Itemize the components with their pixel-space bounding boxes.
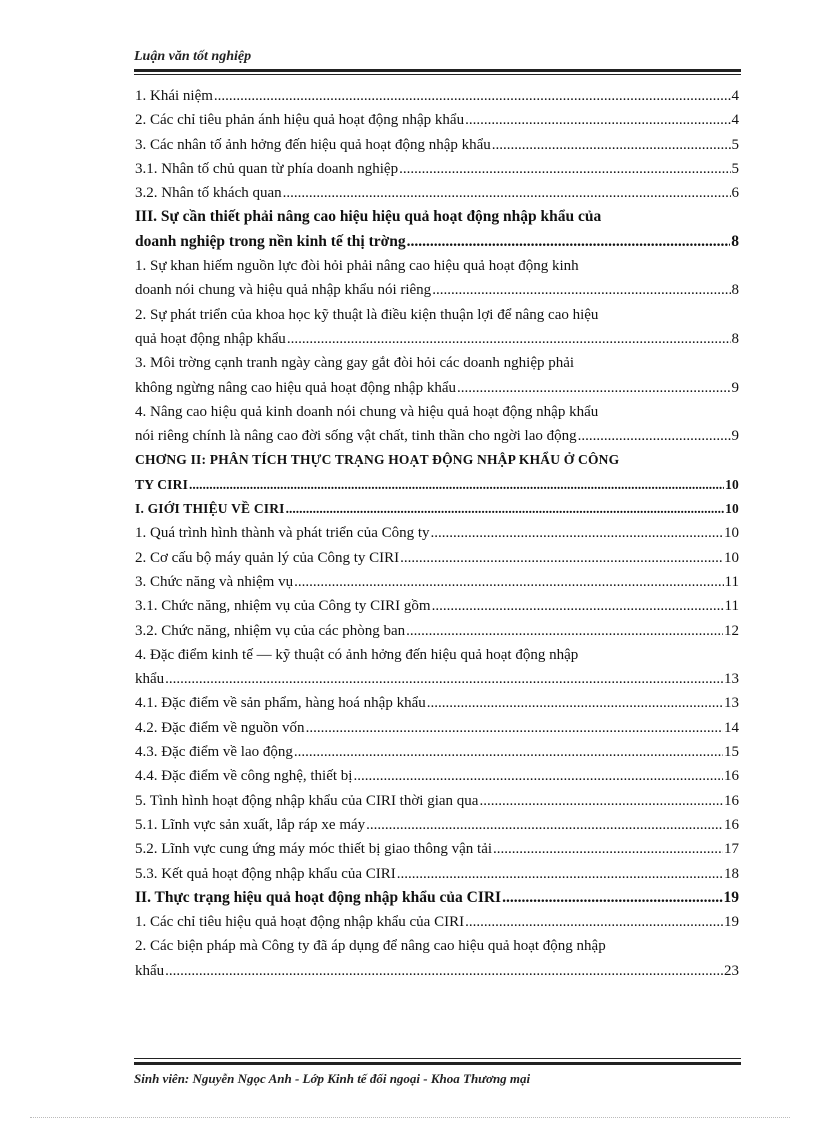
page-number: 4 [731,88,739,104]
dot-leader [283,181,731,205]
toc-entry[interactable]: 3.2. Nhân tố khách quan ..... 6 [135,181,739,205]
dot-leader [457,376,731,400]
toc-entry[interactable]: 1. Khái niệm ..... 4 [135,84,739,108]
dot-leader [214,84,731,108]
dot-leader [578,424,731,448]
toc-entry[interactable]: 4. Đặc điểm kinh tế — kỹ thuật có ảnh hởng đến hiệu quả hoạt động nhập khẩu ..... 13 [135,643,739,692]
footer-rule-thick [134,1062,741,1065]
toc-entry[interactable]: 4.2. Đặc điểm về nguồn vốn ..... 14 [135,716,739,740]
page-number: 10 [725,501,739,517]
dot-leader [366,813,723,837]
toc-entry[interactable]: 3. Các nhân tố ảnh hởng đến hiệu quả hoạt động nhập khẩu ..... 5 [135,133,739,157]
page-number: 19 [724,914,739,931]
toc-entry[interactable]: 5.2. Lĩnh vực cung ứng máy móc thiết bị giao thông vận tải ..... 17 [135,837,739,861]
toc-entry[interactable]: 5.3. Kết quả hoạt động nhập khẩu của CIRI ..... 18 [135,862,739,886]
toc-entry-section[interactable]: III. Sự cần thiết phải nâng cao hiệu hiệu quả hoạt động nhập khẩu của doanh nghiệp trong nền kinh tế thị trờng ..... 8 [135,205,739,254]
dot-leader [294,570,723,594]
toc-entry[interactable]: 2. Cơ cấu bộ máy quản lý của Công ty CIRI ..... 10 [135,546,739,570]
dot-leader [502,886,722,910]
toc-entry[interactable]: 2. Sự phát triển của khoa học kỹ thuật là điều kiện thuận lợi để nâng cao hiệu quả hoạt động nhập khẩu ..... 8 [135,303,739,352]
toc-entry[interactable]: 3. Chức năng và nhiệm vụ ..... 11 [135,570,739,594]
toc-entry[interactable]: 1. Các chỉ tiêu hiệu quả hoạt động nhập khẩu của CIRI ..... 19 [135,910,739,934]
page-number: 8 [731,330,739,347]
toc-entry[interactable]: 4.1. Đặc điểm về sản phẩm, hàng hoá nhập khẩu ..... 13 [135,691,739,715]
page-number: 18 [724,865,739,882]
dot-leader [400,546,723,570]
dot-leader [165,667,723,691]
page-number: 19 [723,888,739,906]
dot-leader [479,789,723,813]
footer-rule-thin [134,1058,741,1059]
dot-leader [286,497,724,521]
page-number: 6 [731,185,739,202]
dot-leader [287,327,731,351]
toc-entry[interactable]: 1. Quá trình hình thành và phát triển của Công ty ..... 10 [135,521,739,545]
dot-leader [493,837,723,861]
dot-leader [397,862,723,886]
dot-leader [432,594,724,618]
toc-entry[interactable]: 2. Các chỉ tiêu phản ánh hiệu quả hoạt động nhập khẩu ..... 4 [135,108,739,132]
page-number: 16 [724,768,739,785]
page-number: 23 [724,962,739,979]
page-number: 8 [731,232,739,250]
toc-entry[interactable]: 2. Các biện pháp mà Công ty đã áp dụng để nâng cao hiệu quả hoạt động nhập khẩu ..... 23 [135,934,739,983]
page-number: 11 [724,573,739,590]
dot-leader [431,521,723,545]
page-number: 12 [724,622,739,639]
dot-leader [427,691,723,715]
dot-leader [465,108,730,132]
page-number: 8 [731,282,739,299]
dot-leader [294,740,723,764]
toc-entry[interactable]: 4. Nâng cao hiệu quả kinh doanh nói chung và hiệu quả hoạt động nhập khẩu nói riêng chính là nâng cao đời sống vật chất, tinh thần cho ngời lao động ..... 9 [135,400,739,449]
page-number: 14 [724,719,739,736]
page-number: 10 [725,476,739,492]
table-of-contents [135,84,739,983]
page-number: 10 [724,549,739,566]
toc-entry[interactable]: 5. Tình hình hoạt động nhập khẩu của CIRI thời gian qua ..... 16 [135,789,739,813]
page-number: 5 [731,136,739,153]
toc-entry[interactable]: 1. Sự khan hiếm nguồn lực đòi hỏi phải nâng cao hiệu quả hoạt động kinh doanh nói chung và hiệu quả nhập khẩu nói riêng ..... 8 [135,254,739,303]
page-number: 11 [724,598,739,615]
dot-leader [399,157,730,181]
toc-entry[interactable]: 4.4. Đặc điểm về công nghệ, thiết bị ..... 16 [135,764,739,788]
toc-entry[interactable]: 3. Môi trờng cạnh tranh ngày càng gay gắt đòi hỏi các doanh nghiệp phải không ngừng nâng cao hiệu quả hoạt động nhập khẩu ..... 9 [135,351,739,400]
page-header: Luận văn tốt nghiệp [134,49,252,64]
dot-leader [306,716,723,740]
toc-entry[interactable]: 5.1. Lĩnh vực sản xuất, lắp ráp xe máy ..... 16 [135,813,739,837]
page-number: 17 [724,841,739,858]
toc-entry[interactable]: 4.3. Đặc điểm về lao động ..... 15 [135,740,739,764]
dot-leader [165,959,723,983]
page-edge-divider [30,1117,790,1119]
toc-entry[interactable]: 3.1. Nhân tố chủ quan từ phía doanh nghiệp ..... 5 [135,157,739,181]
page-number: 9 [731,428,739,445]
dot-leader [406,619,723,643]
page-number: 13 [724,695,739,712]
page-number: 13 [724,671,739,688]
page-number: 16 [724,792,739,809]
toc-entry-chapter[interactable]: CHƠNG II: PHÂN TÍCH THỰC TRẠNG HOẠT ĐỘNG NHẬP KHẨU Ở CÔNG TY CIRI ..... 10 [135,448,739,497]
page-number: 5 [731,160,739,177]
page-number: 16 [724,816,739,833]
page-number: 9 [731,379,739,396]
page-number: 10 [724,525,739,542]
toc-entry[interactable]: 3.2. Chức năng, nhiệm vụ của các phòng ban ..... 12 [135,619,739,643]
dot-leader [353,764,723,788]
dot-leader [189,473,724,497]
dot-leader [432,278,730,302]
page-footer: Sinh viên: Nguyễn Ngọc Anh - Lớp Kinh tế đối ngoại - Khoa Thương mại [134,1071,531,1086]
toc-entry-section[interactable]: II. Thực trạng hiệu quả hoạt động nhập khẩu của CIRI ..... 19 [135,886,739,910]
page-number: 15 [724,744,739,761]
toc-entry-section[interactable]: I. GIỚI THIỆU VỀ CIRI ..... 10 [135,497,739,521]
page-number: 4 [731,112,739,129]
dot-leader [407,230,731,254]
toc-entry[interactable]: 3.1. Chức năng, nhiệm vụ của Công ty CIRI gồm ..... 11 [135,594,739,618]
header-rule-thin [134,74,741,75]
dot-leader [465,910,723,934]
header-rule-thick [134,69,741,72]
dot-leader [492,133,731,157]
